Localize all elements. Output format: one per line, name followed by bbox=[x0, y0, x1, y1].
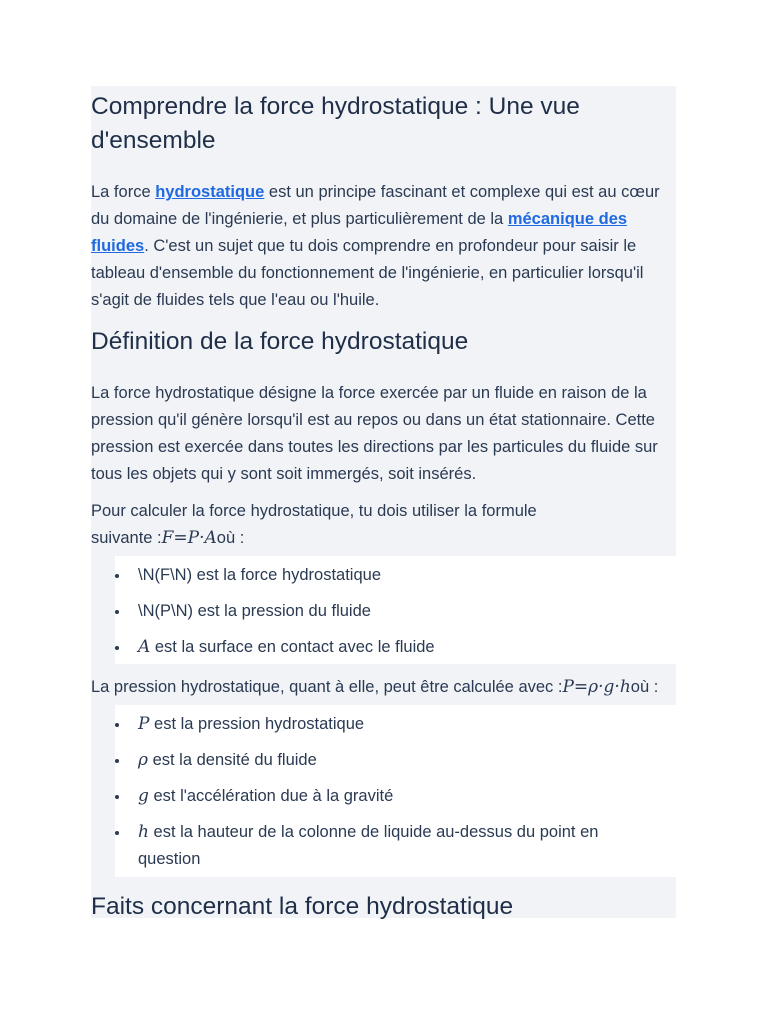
formula2-intro: La pression hydrostatique, quant à elle, peut être calculée avec : bbox=[91, 678, 563, 696]
heading-definition: Définition de la force hydrostatique bbox=[91, 328, 469, 355]
list-item-text: est la hauteur de la colonne de liquide au-dessus du point en question bbox=[138, 823, 599, 868]
intro-text-2: est un principe fascinant et complexe qui est au cœur du domaine de l'ingénierie, et plus particulièrement de la bbox=[91, 183, 660, 228]
bullet-icon bbox=[115, 831, 119, 835]
math-symbol: g bbox=[138, 786, 149, 806]
intro-text-1: La force bbox=[91, 183, 156, 201]
list-item-text: est la densité du fluide bbox=[148, 751, 317, 769]
list-item bbox=[115, 783, 676, 810]
list-item bbox=[115, 598, 676, 625]
intro-text-3: . C'est un sujet que tu dois comprendre en profondeur pour saisir le tableau d'ensemble du fonctionnement de l'ingénierie, en particulier lorsqu'il s'agit de fluides tels que l'eau ou l'huile. bbox=[91, 237, 644, 309]
formula2-paragraph bbox=[91, 674, 676, 701]
formula2-after: où : bbox=[630, 678, 659, 696]
math-symbol: A bbox=[138, 637, 151, 657]
formula1-intro-line1: Pour calculer la force hydrostatique, tu dois utiliser la formule bbox=[91, 502, 537, 520]
list-item bbox=[115, 819, 676, 873]
formula-force: F=P·A bbox=[161, 528, 217, 548]
formula1-paragraph bbox=[91, 498, 676, 552]
bullet-icon bbox=[115, 723, 119, 727]
bullet-icon bbox=[115, 759, 119, 763]
link-mecanique-des-fluides[interactable]: mécanique des fluides bbox=[91, 210, 628, 255]
formula1-after: où : bbox=[216, 529, 245, 547]
list-item-text: est la pression hydrostatique bbox=[149, 715, 365, 733]
list-item bbox=[115, 562, 676, 589]
list-item-text: est la surface en contact avec le fluide bbox=[150, 638, 435, 656]
list-item bbox=[115, 747, 676, 774]
heading-overview: Comprendre la force hydrostatique : Une vue d'ensemble bbox=[91, 93, 580, 154]
bullet-icon bbox=[115, 795, 119, 799]
list-item-text: \N(F\N) est la force hydrostatique bbox=[138, 566, 382, 584]
bullet-icon bbox=[115, 574, 119, 578]
math-symbol: ρ bbox=[138, 750, 148, 770]
formula1-intro-line2: suivante : bbox=[91, 529, 162, 547]
bullet-icon bbox=[115, 646, 119, 650]
math-symbol: h bbox=[138, 822, 149, 842]
list-item-text: \N(P\N) est la pression du fluide bbox=[138, 602, 371, 620]
bullet-icon bbox=[115, 610, 119, 614]
formula-pressure: P=ρ·g·h bbox=[562, 677, 631, 697]
definition-paragraph: La force hydrostatique désigne la force exercée par un fluide en raison de la pression qu'il génère lorsqu'il est au repos ou dans un état stationnaire. Cette pression est exercée dans toutes les directions par les particules du fluide sur tous les objets qui y sont soit immergés, soit insérés. bbox=[91, 384, 658, 483]
formula1-variable-list bbox=[115, 556, 676, 664]
list-item bbox=[115, 711, 676, 738]
list-item bbox=[115, 634, 676, 661]
math-symbol: P bbox=[138, 714, 150, 734]
heading-facts: Faits concernant la force hydrostatique bbox=[91, 893, 514, 920]
intro-paragraph bbox=[91, 179, 676, 314]
list-item-text: est l'accélération due à la gravité bbox=[148, 787, 394, 805]
formula2-variable-list bbox=[115, 705, 676, 877]
link-hydrostatique[interactable]: hydrostatique bbox=[155, 183, 265, 201]
article-content bbox=[91, 86, 676, 924]
